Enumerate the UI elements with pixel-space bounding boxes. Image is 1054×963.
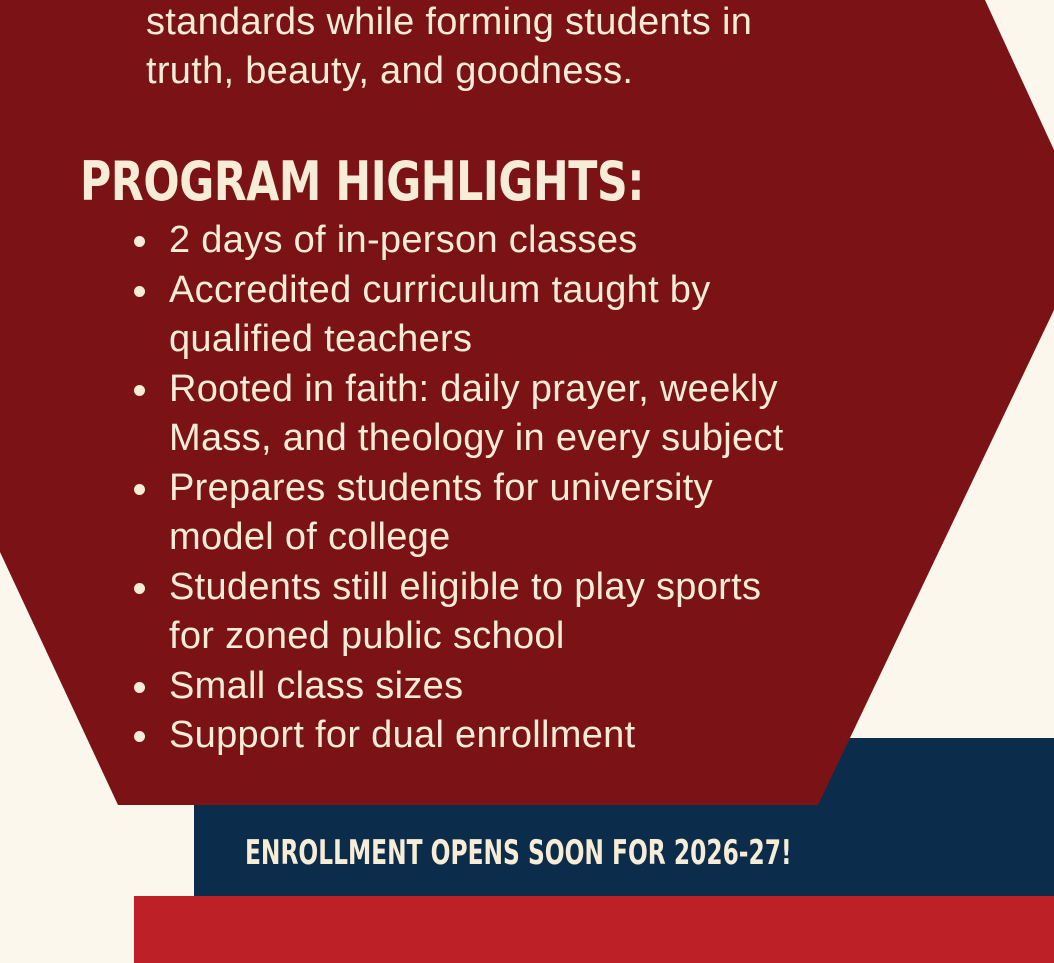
highlight-text: Support for dual enrollment <box>169 714 636 756</box>
highlight-text: 2 days of in-person classes <box>169 219 638 261</box>
highlight-text: for zoned public school <box>169 615 565 657</box>
highlight-text: Prepares students for university <box>169 466 713 509</box>
highlight-text: Students still eligible to play sports <box>169 565 762 608</box>
mission-statement <box>146 0 906 96</box>
enrollment-banner-text: ENROLLMENT OPENS SOON FOR 2026-27! <box>245 833 792 873</box>
highlight-item <box>128 365 848 464</box>
highlight-text: Small class sizes <box>169 664 464 707</box>
bullet-icon <box>134 731 145 742</box>
bullet-icon <box>134 484 145 495</box>
highlight-text: Accredited curriculum taught by <box>169 268 711 311</box>
highlight-item <box>128 266 848 365</box>
highlight-item <box>128 711 848 761</box>
bullet-icon <box>134 583 145 594</box>
highlight-item <box>128 216 848 266</box>
mission-line: standards while forming students in <box>146 1 753 43</box>
bullet-icon <box>134 236 145 247</box>
highlight-text: qualified teachers <box>169 318 473 360</box>
program-highlights-heading: PROGRAM HIGHLIGHTS: <box>80 150 645 213</box>
highlight-text: Mass, and theology in every subject <box>169 417 784 459</box>
mission-line: truth, beauty, and goodness. <box>146 50 634 92</box>
highlight-item <box>128 563 848 662</box>
bullet-icon <box>134 682 145 693</box>
bullet-icon <box>134 385 145 396</box>
highlight-text: Rooted in faith: daily prayer, weekly <box>169 367 778 410</box>
highlight-text: model of college <box>169 516 451 558</box>
highlight-item <box>128 662 848 712</box>
highlight-item <box>128 464 848 563</box>
red-footer-band <box>134 896 1054 963</box>
program-highlights-list <box>128 216 848 761</box>
bullet-icon <box>134 286 145 297</box>
